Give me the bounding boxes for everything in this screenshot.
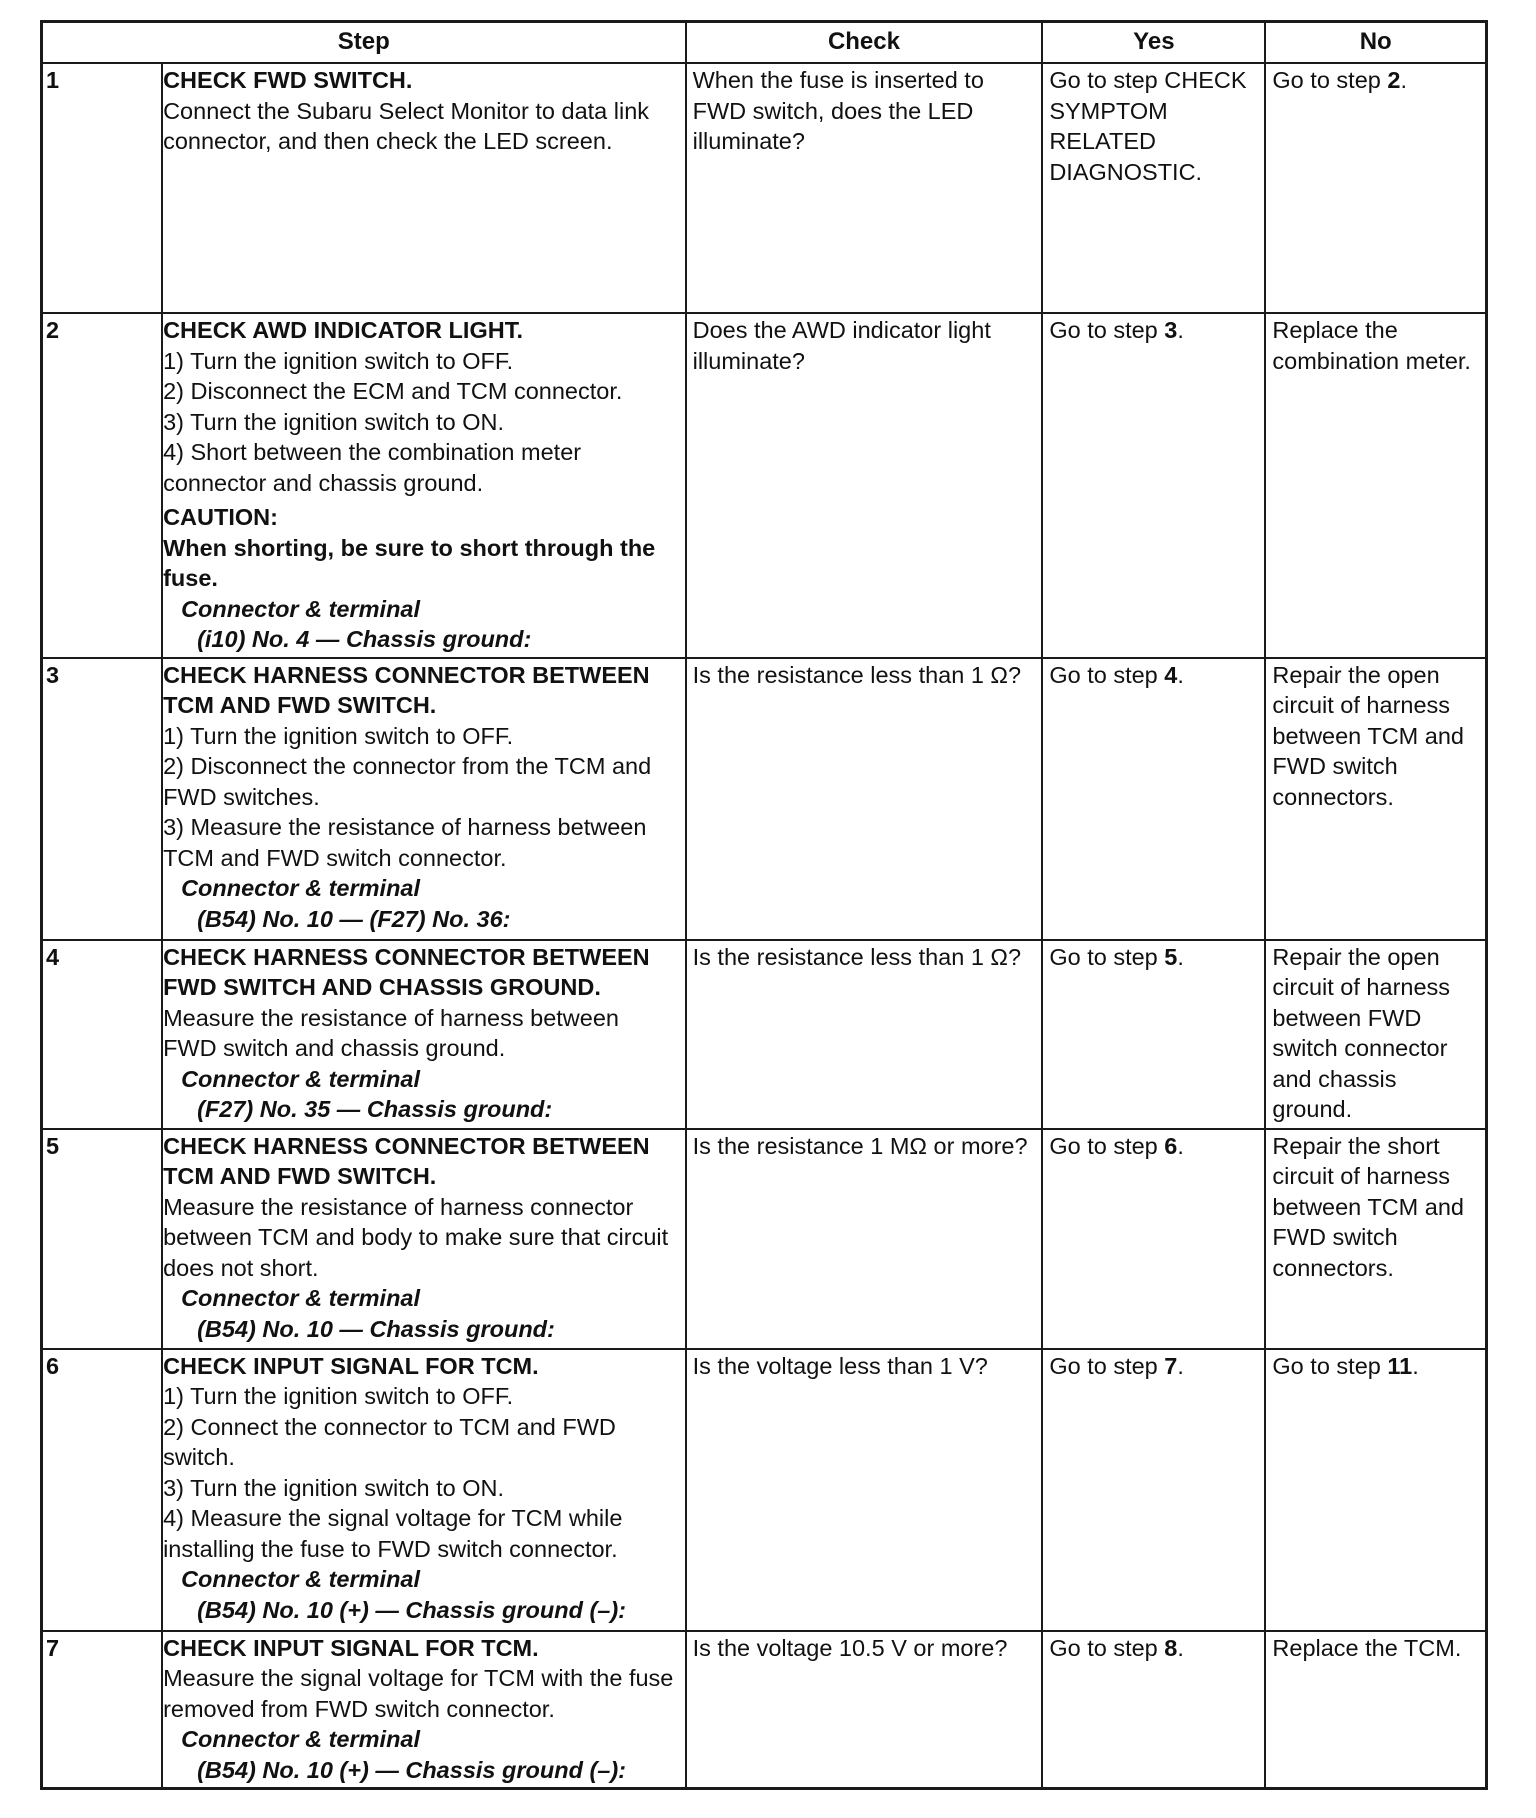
check-cell: Is the resistance less than 1 Ω? xyxy=(686,940,1043,1129)
yes-suffix: . xyxy=(1177,1352,1184,1379)
step-text: Measure the resistance of harness connector between TCM and body to make sure that circuit does not short. xyxy=(163,1193,669,1281)
check-cell: When the fuse is inserted to FWD switch, does the LED illuminate? xyxy=(686,63,1043,313)
step-title: CHECK HARNESS CONNECTOR BETWEEN FWD SWITCH AND CHASSIS GROUND. xyxy=(163,943,650,1000)
header-step: Step xyxy=(42,22,686,64)
yes-prefix: Go to step xyxy=(1049,317,1165,343)
yes-cell xyxy=(1042,1129,1265,1349)
yes-step-ref: 3 xyxy=(1164,317,1178,343)
no-cell: Repair the short circuit of harness between TCM and FWD switch connectors. xyxy=(1265,1129,1486,1349)
yes-cell: Go to step CHECK SYMPTOM RELATED DIAGNOSTIC. xyxy=(1042,63,1265,313)
yes-step-ref: 7 xyxy=(1164,1352,1178,1379)
header-row xyxy=(42,22,1487,64)
check-cell: Does the AWD indicator light illuminate? xyxy=(686,313,1043,658)
step-title: CHECK HARNESS CONNECTOR BETWEEN TCM AND FWD SWITCH. xyxy=(163,661,650,718)
step-number: 1 xyxy=(42,63,163,313)
step-title: CHECK AWD INDICATOR LIGHT. xyxy=(163,317,523,343)
step-cell xyxy=(162,1129,686,1349)
step-number: 3 xyxy=(42,658,163,940)
no-cell xyxy=(1265,63,1486,313)
step-number: 2 xyxy=(42,313,163,658)
no-cell: Replace the TCM. xyxy=(1265,1631,1486,1789)
no-cell: Repair the open circuit of harness between FWD switch connector and chassis ground. xyxy=(1265,940,1486,1129)
yes-prefix: Go to step xyxy=(1049,1352,1165,1379)
step-item: 4) Measure the signal voltage for TCM while installing the fuse to FWD switch connector. xyxy=(163,1505,623,1562)
step-item: 3) Turn the ignition switch to ON. xyxy=(163,408,504,435)
table-row xyxy=(42,940,1487,1129)
header-no: No xyxy=(1265,22,1486,64)
yes-prefix: Go to step xyxy=(1049,1634,1165,1661)
check-cell: Is the voltage 10.5 V or more? xyxy=(686,1631,1043,1789)
terminal-spec: (B54) No. 10 (+) — Chassis ground (–): xyxy=(197,1756,627,1783)
yes-cell xyxy=(1042,1349,1265,1631)
step-text: Connect the Subaru Select Monitor to data link connector, and then check the LED screen. xyxy=(163,97,650,154)
step-title: CHECK FWD SWITCH. xyxy=(163,67,413,93)
step-cell xyxy=(162,1349,686,1631)
terminal-spec: (B54) No. 10 (+) — Chassis ground (–): xyxy=(197,1596,627,1623)
yes-cell xyxy=(1042,658,1265,940)
connector-label: Connector & terminal xyxy=(181,1285,421,1311)
connector-label: Connector & terminal xyxy=(181,595,421,622)
yes-cell xyxy=(1042,1631,1265,1789)
table-row xyxy=(42,63,1487,313)
step-number: 5 xyxy=(42,1129,163,1349)
step-number: 4 xyxy=(42,940,163,1129)
connector-label: Connector & terminal xyxy=(181,1726,421,1752)
yes-suffix: . xyxy=(1177,943,1184,970)
yes-suffix: . xyxy=(1177,661,1184,688)
table-row xyxy=(42,313,1487,658)
check-cell: Is the resistance 1 MΩ or more? xyxy=(686,1129,1043,1349)
step-number: 7 xyxy=(42,1631,163,1789)
step-item: 2) Disconnect the connector from the TCM and FWD switches. xyxy=(163,753,652,810)
step-item: 1) Turn the ignition switch to OFF. xyxy=(163,1383,514,1409)
no-suffix: . xyxy=(1400,67,1407,93)
step-item: 1) Turn the ignition switch to OFF. xyxy=(163,722,514,749)
table-row xyxy=(42,1129,1487,1349)
yes-step-ref: 8 xyxy=(1164,1634,1178,1661)
no-prefix: Go to step xyxy=(1272,1352,1388,1379)
table-row xyxy=(42,1349,1487,1631)
step-title: CHECK HARNESS CONNECTOR BETWEEN TCM AND FWD SWITCH. xyxy=(163,1132,650,1189)
step-title: CHECK INPUT SIGNAL FOR TCM. xyxy=(163,1352,539,1379)
table-row xyxy=(42,658,1487,940)
no-cell xyxy=(1265,1349,1486,1631)
yes-suffix: . xyxy=(1177,317,1184,343)
no-step-ref: 2 xyxy=(1387,67,1401,93)
caution-label: CAUTION: xyxy=(163,504,278,530)
yes-step-ref: 4 xyxy=(1164,661,1178,688)
no-cell: Replace the combination meter. xyxy=(1265,313,1486,658)
header-yes: Yes xyxy=(1042,22,1265,64)
no-suffix: . xyxy=(1412,1352,1419,1379)
step-cell xyxy=(162,658,686,940)
connector-label: Connector & terminal xyxy=(181,875,421,901)
connector-label: Connector & terminal xyxy=(181,1065,421,1092)
step-item: 2) Disconnect the ECM and TCM connector. xyxy=(163,378,623,404)
caution-text: When shorting, be sure to short through the fuse. xyxy=(163,534,656,591)
diagnostic-table xyxy=(40,20,1488,1790)
connector-label: Connector & terminal xyxy=(181,1566,421,1592)
step-text: Measure the resistance of harness between FWD switch and chassis ground. xyxy=(163,1004,619,1061)
step-item: 3) Turn the ignition switch to ON. xyxy=(163,1474,504,1501)
terminal-spec: (i10) No. 4 — Chassis ground: xyxy=(197,626,532,652)
terminal-spec: (B54) No. 10 — Chassis ground: xyxy=(197,1315,555,1342)
yes-cell xyxy=(1042,313,1265,658)
yes-prefix: Go to step xyxy=(1049,943,1165,970)
step-item: 3) Measure the resistance of harness between TCM and FWD switch connector. xyxy=(163,814,647,871)
yes-prefix: Go to step xyxy=(1049,1132,1165,1159)
yes-step-ref: 6 xyxy=(1164,1132,1178,1159)
header-check: Check xyxy=(686,22,1043,64)
step-item: 1) Turn the ignition switch to OFF. xyxy=(163,347,514,374)
step-cell xyxy=(162,940,686,1129)
yes-cell xyxy=(1042,940,1265,1129)
table-row xyxy=(42,1631,1487,1789)
step-cell xyxy=(162,1631,686,1789)
terminal-spec: (B54) No. 10 — (F27) No. 36: xyxy=(197,905,511,932)
step-title: CHECK INPUT SIGNAL FOR TCM. xyxy=(163,1634,539,1661)
step-item: 4) Short between the combination meter connector and chassis ground. xyxy=(163,439,582,496)
check-cell: Is the voltage less than 1 V? xyxy=(686,1349,1043,1631)
step-text: Measure the signal voltage for TCM with the fuse removed from FWD switch connector. xyxy=(163,1665,674,1722)
step-cell xyxy=(162,313,686,658)
yes-step-ref: 5 xyxy=(1164,943,1178,970)
yes-suffix: . xyxy=(1177,1132,1184,1159)
no-prefix: Go to step xyxy=(1272,67,1388,93)
step-item: 2) Connect the connector to TCM and FWD switch. xyxy=(163,1413,616,1470)
no-step-ref: 11 xyxy=(1387,1352,1413,1379)
yes-prefix: Go to step xyxy=(1049,661,1165,688)
step-number: 6 xyxy=(42,1349,163,1631)
check-cell: Is the resistance less than 1 Ω? xyxy=(686,658,1043,940)
no-cell: Repair the open circuit of harness between TCM and FWD switch connectors. xyxy=(1265,658,1486,940)
yes-suffix: . xyxy=(1177,1634,1184,1661)
terminal-spec: (F27) No. 35 — Chassis ground: xyxy=(197,1096,553,1122)
step-cell xyxy=(162,63,686,313)
